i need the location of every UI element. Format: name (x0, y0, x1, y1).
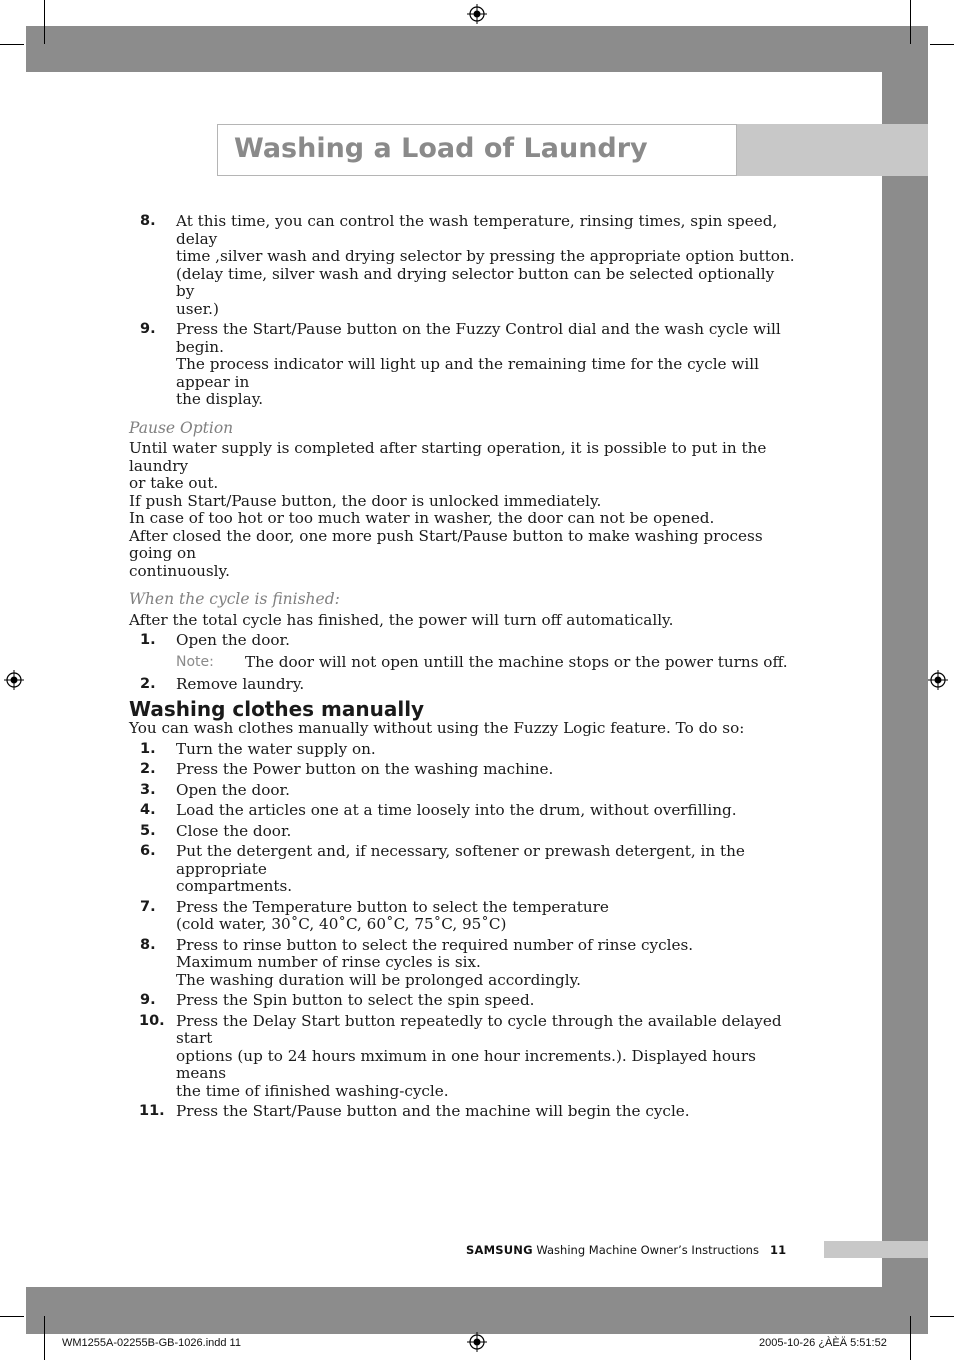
list-item (129, 1103, 797, 1121)
step-number: 6. (140, 843, 156, 859)
step-number: 2. (140, 676, 156, 692)
crop-mark (930, 1316, 954, 1317)
list-item (129, 321, 797, 409)
list-item (129, 632, 797, 650)
step-number: 10. (139, 1012, 165, 1029)
manual-intro: You can wash clothes manually without using the Fuzzy Logic feature. To do so: (129, 719, 745, 737)
step-number: 4. (140, 802, 156, 818)
crop-mark (0, 44, 24, 45)
cycle-finished-heading: When the cycle is finished: (129, 590, 340, 608)
registration-mark-icon (467, 4, 487, 24)
registration-mark-icon (4, 670, 24, 690)
registration-mark-icon (928, 670, 948, 690)
pause-option-text: Until water supply is completed after starting operation, it is possible to put in the laundry or take out. If push Start/Pause button, the door is unlocked immediately. In case of too hot or too much water in washer, the door can not be opened. After closed the door, one more push Start/Pause button to make washing process going on continuously. (129, 439, 767, 580)
list-item (129, 843, 797, 896)
step-text: Press the Delay Start button repeatedly to cycle through the available delayed start options (up to 24 hours mximum in one hour increments.). Displayed hours means the time of ifinished washing-cycle. (176, 1011, 782, 1100)
step-text: Press the Spin button to select the spin speed. (176, 991, 535, 1009)
step-number: 7. (140, 898, 156, 915)
list-item (129, 1013, 797, 1101)
page-number: 11 (769, 1243, 787, 1257)
list-item (129, 992, 797, 1010)
right-gray-band (882, 26, 928, 1334)
list-item (129, 213, 797, 318)
list-item (129, 802, 797, 820)
step-number: 5. (140, 822, 156, 839)
step-number: 11. (139, 1103, 165, 1119)
main-content (129, 213, 797, 1121)
print-slug-left: WM1255A-02255B-GB-1026.indd 11 (62, 1337, 241, 1349)
note-label: Note: (176, 653, 214, 670)
step-text: Press the Start/Pause button and the machine will begin the cycle. (176, 1102, 690, 1120)
step-number: 1. (140, 632, 156, 648)
step-text: Press the Temperature button to select the temperature (cold water, 30˚C, 40˚C, 60˚C, 75˚C, 95˚C) (176, 897, 609, 933)
step-text: Open the door. (176, 631, 290, 649)
list-item (129, 676, 797, 694)
bottom-gray-band (26, 1287, 928, 1334)
registration-mark-icon (467, 1332, 487, 1352)
step-text: Press the Power button on the washing machine. (176, 760, 554, 778)
note-text: The door will not open untill the machine stops or the power turns off. (245, 652, 788, 671)
step-text: Open the door. (176, 780, 290, 799)
crop-mark (910, 0, 911, 44)
section-heading: Washing clothes manually (129, 696, 425, 721)
footer-brand: SAMSUNG (466, 1243, 533, 1257)
step-text: Close the door. (176, 821, 292, 840)
list-item (129, 823, 797, 841)
pause-option-heading: Pause Option (129, 418, 234, 437)
print-slug-right: 2005-10-26 ¿ÀÈÄ 5:51:52 (759, 1337, 887, 1349)
step-text: Load the articles one at a time loosely into the drum, without overfilling. (176, 801, 737, 819)
title-tab (737, 124, 928, 176)
step-number: 1. (140, 740, 156, 757)
step-text: At this time, you can control the wash temperature, rinsing times, spin speed, delay time ,silver wash and drying selector by pressing the appropriate option button. (delay time, silver wash and drying selector button can be selected optionally by user.) (176, 212, 795, 318)
step-text: Remove laundry. (176, 675, 305, 693)
crop-mark (0, 1316, 24, 1317)
title-box (217, 124, 737, 176)
list-item (129, 899, 797, 934)
step-number: 9. (140, 321, 156, 337)
list-item (129, 741, 797, 759)
crop-mark (44, 1316, 45, 1360)
footer-text: Washing Machine Owner’s Instructions (536, 1243, 759, 1257)
page-title: Washing a Load of Laundry (234, 133, 648, 164)
step-text: Press to rinse button to select the required number of rinse cycles. Maximum number of rinse cycles is six. The washing duration will be prolonged accordingly. (176, 935, 694, 989)
step-number: 8. (140, 936, 156, 953)
page-footer (466, 1243, 786, 1257)
list-item (129, 782, 797, 800)
footer-tab (824, 1241, 928, 1258)
step-number: 8. (140, 213, 156, 229)
step-number: 2. (140, 761, 156, 777)
list-item (129, 937, 797, 990)
note (176, 654, 797, 672)
step-text: Press the Start/Pause button on the Fuzzy Control dial and the wash cycle will begin. The process indicator will light up and the remaining time for the cycle will appear in the display. (176, 320, 781, 408)
top-gray-band (26, 26, 928, 72)
step-text: Put the detergent and, if necessary, softener or prewash detergent, in the appropriate compartments. (176, 842, 745, 895)
step-text: Turn the water supply on. (176, 739, 376, 758)
cycle-finished-intro: After the total cycle has finished, the power will turn off automatically. (129, 610, 674, 629)
manual-steps-list (129, 741, 797, 1121)
crop-mark (44, 0, 45, 44)
crop-mark (930, 44, 954, 45)
step-number: 9. (140, 992, 156, 1008)
crop-mark (910, 1316, 911, 1360)
list-item (129, 761, 797, 779)
step-number: 3. (140, 781, 156, 798)
